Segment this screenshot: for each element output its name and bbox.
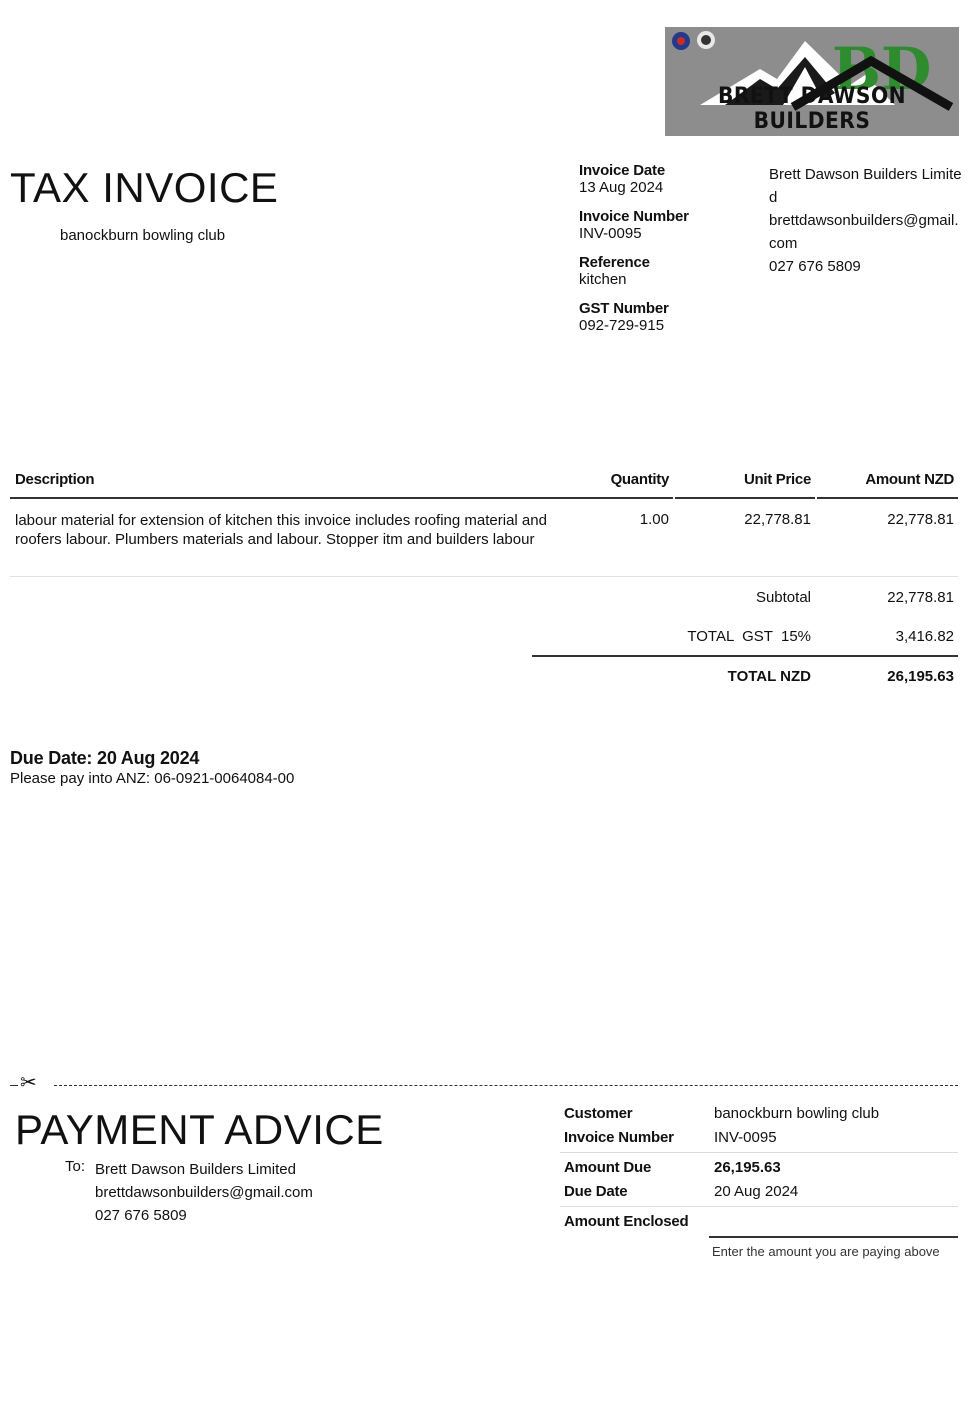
subtotal-value: 22,778.81: [887, 589, 954, 606]
col-header-description: Description: [15, 471, 95, 488]
reference-label: Reference: [579, 254, 650, 271]
payee-phone: 027 676 5809: [95, 1207, 187, 1224]
col-header-amount: Amount NZD: [865, 471, 954, 488]
total-value: 26,195.63: [887, 668, 954, 685]
line-item-unit-price: 22,778.81: [744, 511, 811, 528]
supplier-email: brettdawsonbuilders@gmail.com: [769, 212, 959, 252]
invoice-date-value: 13 Aug 2024: [579, 179, 664, 196]
gst-number-value: 092-729-915: [579, 317, 665, 334]
advice-due-date-value: 20 Aug 2024: [714, 1183, 799, 1200]
advice-invoice-number-value: INV-0095: [714, 1129, 777, 1146]
amount-enclosed-hint: Enter the amount you are paying above: [712, 1244, 940, 1259]
advice-divider: [560, 1206, 958, 1207]
client-name: banockburn bowling club: [60, 227, 226, 244]
supplier-name: Brett Dawson Builders Limited: [769, 166, 962, 206]
gst-label: TOTAL GST 15%: [687, 628, 811, 645]
payee-name: Brett Dawson Builders Limited: [95, 1161, 296, 1178]
to-label: To:: [65, 1158, 86, 1175]
company-logo: [665, 27, 959, 136]
amount-due-value: 26,195.63: [714, 1159, 781, 1176]
invoice-title: TAX INVOICE: [10, 164, 279, 211]
cut-line-dashes: [54, 1085, 958, 1086]
amount-enclosed-field[interactable]: [709, 1236, 958, 1238]
cut-line-start: [10, 1085, 18, 1086]
col-header-unit-price: Unit Price: [743, 471, 811, 488]
header-divider-gap: [673, 497, 675, 499]
subtotal-label: Subtotal: [755, 589, 811, 606]
supplier-address: [769, 163, 964, 278]
gst-value: 3,416.82: [895, 628, 954, 645]
advice-divider: [560, 1152, 958, 1153]
due-date-heading: Due Date: 20 Aug 2024: [10, 748, 200, 768]
invoice-number-label: Invoice Number: [579, 208, 689, 225]
scissors-icon: ✂: [20, 1072, 37, 1094]
gst-number-label: GST Number: [579, 300, 669, 317]
line-item-description: labour material for extension of kitchen this invoice includes roofing material and roofers labour. Plumbers materials and labour. Stopper itm and builders labour: [15, 512, 547, 548]
line-item-amount: 22,778.81: [887, 511, 954, 528]
payee-address: [95, 1158, 313, 1227]
customer-label: Customer: [564, 1105, 633, 1122]
payee-email: brettdawsonbuilders@gmail.com: [95, 1184, 313, 1201]
payment-instructions: Please pay into ANZ: 06-0921-0064084-00: [10, 770, 295, 787]
header-divider-gap: [815, 497, 817, 499]
logo-monogram: BD: [832, 35, 932, 103]
invoice-number-value: INV-0095: [579, 225, 642, 242]
logo-wordmark: BRETT DAWSON BUILDERS: [717, 84, 907, 134]
invoice-meta: [579, 162, 759, 346]
supplier-phone: 027 676 5809: [769, 258, 861, 275]
invoice-date-label: Invoice Date: [579, 162, 665, 179]
reference-value: kitchen: [579, 271, 627, 288]
amount-due-label: Amount Due: [564, 1159, 652, 1176]
payment-advice-title: PAYMENT ADVICE: [15, 1106, 384, 1153]
row-divider: [10, 576, 958, 577]
amount-enclosed-label: Amount Enclosed: [564, 1213, 689, 1230]
line-item-quantity: 1.00: [639, 511, 669, 528]
col-header-quantity: Quantity: [610, 471, 669, 488]
cut-line: [10, 1072, 958, 1094]
totals-divider: [532, 655, 958, 657]
advice-invoice-number-label: Invoice Number: [564, 1129, 674, 1146]
advice-due-date-label: Due Date: [564, 1183, 628, 1200]
customer-value: banockburn bowling club: [714, 1105, 880, 1122]
total-label: TOTAL NZD: [727, 668, 811, 685]
